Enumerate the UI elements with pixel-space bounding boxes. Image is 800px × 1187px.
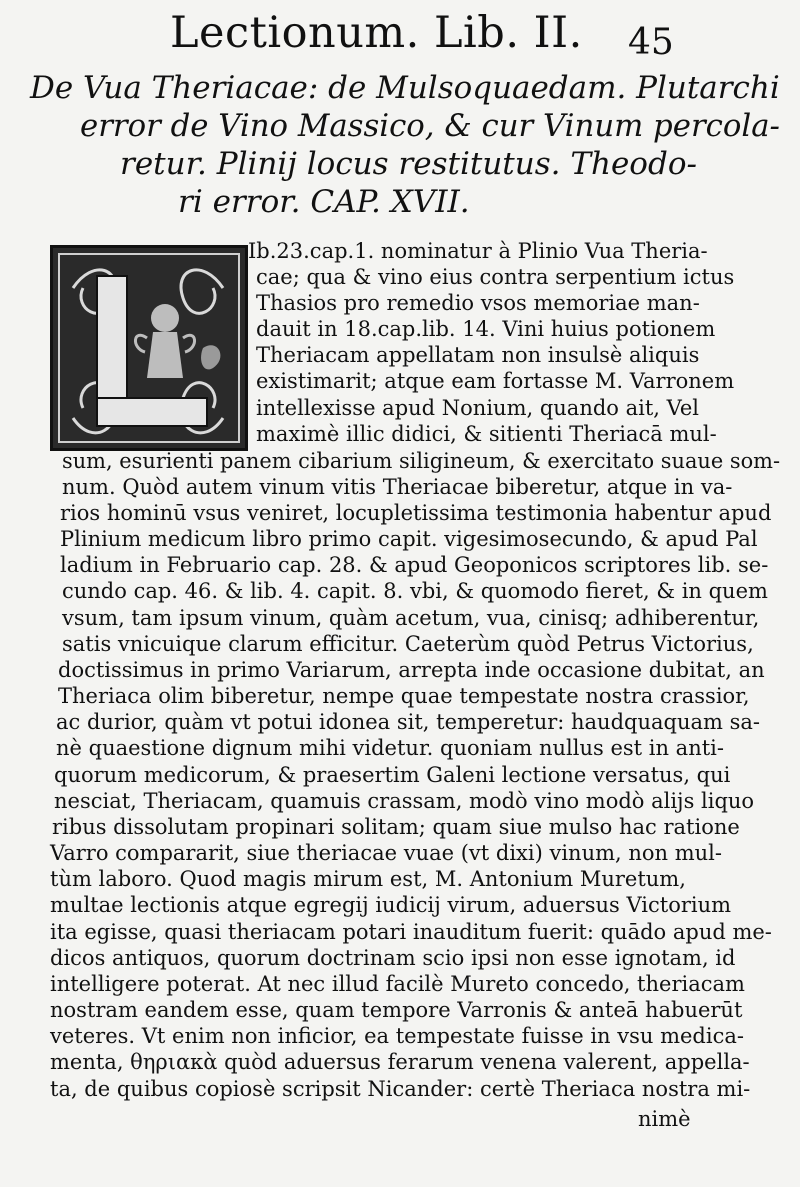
text-line: intelligere poterat. At nec illud facilè Mureto concedo, theriacam: [50, 972, 745, 996]
ornament-graphic: [53, 248, 245, 448]
text-line: cae; qua & vino eius contra serpentium ictus: [256, 265, 735, 289]
chapter-heading-line: retur. Plinij locus restitutus. Theodo-: [120, 146, 697, 182]
text-line: maximè illic didici, & sitienti Theriacā mul-: [256, 422, 717, 446]
text-line: satis vnicuique clarum efficitur. Caeterùm quòd Petrus Victorius,: [62, 632, 754, 656]
text-line: Ib.23.cap.1. nominatur à Plinio Vua Theria-: [248, 239, 708, 263]
page-number: 45: [628, 22, 674, 63]
text-line: Plinium medicum libro primo capit. vigesimosecundo, & apud Pal: [60, 527, 758, 551]
text-line: dicos antiquos, quorum doctrinam scio ipsi non esse ignotam, id: [50, 946, 736, 970]
running-title: Lectionum. Lib. II.: [170, 8, 583, 58]
text-line: ac durior, quàm vt potui idonea sit, temperetur: haudquaquam sa-: [56, 710, 760, 734]
text-line: Varro compararit, siue theriacae vuae (vt dixi) vinum, non mul-: [50, 841, 722, 865]
text-line: nostram eandem esse, quam tempore Varronis & anteā habuerūt: [50, 998, 743, 1022]
text-line: nesciat, Theriacam, quamuis crassam, modò vino modò alijs liquo: [54, 789, 755, 813]
text-line: doctissimus in primo Variarum, arrepta inde occasione dubitat, an: [58, 658, 765, 682]
chapter-heading-line: ri error. CAP. XVII.: [178, 184, 470, 220]
chapter-heading-line: De Vua Theriacae: de Mulsoquaedam. Plutarchi: [30, 70, 780, 106]
text-line: menta, θηριακὰ quòd aduersus ferarum venena valerent, appella-: [50, 1050, 750, 1074]
running-head: [0, 6, 800, 63]
text-line: Theriaca olim biberetur, nempe quae tempestate nostra crassior,: [58, 684, 750, 708]
text-line: intellexisse apud Nonium, quando ait, Vel: [256, 396, 700, 420]
text-line: tùm laboro. Quod magis mirum est, M. Antonium Muretum,: [50, 867, 686, 891]
text-line: existimarit; atque eam fortasse M. Varronem: [256, 369, 735, 393]
text-line: cundo cap. 46. & lib. 4. capit. 8. vbi, & quomodo fieret, & in quem: [62, 579, 768, 603]
chapter-heading-line: error de Vino Massico, & cur Vinum percola-: [80, 108, 780, 144]
text-line: nè quaestione dignum mihi videtur. quoniam nullus est in anti-: [56, 736, 724, 760]
text-line: rios hominū vsus veniret, locupletissima testimonia habentur apud: [60, 501, 772, 525]
text-line: ribus dissolutam propinari solitam; quam siue mulso hac ratione: [52, 815, 740, 839]
text-line: dauit in 18.cap.lib. 14. Vini huius potionem: [256, 317, 716, 341]
text-line: sum, esurienti panem cibarium siligineum, & exercitato suaue som-: [62, 449, 781, 473]
text-line: ta, de quibus copiosè scripsit Nicander: certè Theriaca nostra mi-: [50, 1077, 751, 1101]
catchword: nimè: [638, 1107, 691, 1131]
text-line: ladium in Februario cap. 28. & apud Geoponicos scriptores lib. se-: [60, 553, 769, 577]
text-line: ita egisse, quasi theriacam potari inauditum fuerit: quādo apud me-: [50, 920, 772, 944]
text-line: Thasios pro remedio vsos memoriae man-: [256, 291, 700, 315]
text-line: quorum medicorum, & praesertim Galeni lectione versatus, qui: [54, 763, 731, 787]
ornamented-initial-icon: [50, 245, 248, 451]
text-line: vsum, tam ipsum vinum, quàm acetum, vua, cinisq; adhiberentur,: [62, 606, 760, 630]
text-line: veteres. Vt enim non inficior, ea tempestate fuisse in vsu medica-: [50, 1024, 744, 1048]
text-line: num. Quòd autem vinum vitis Theriacae biberetur, atque in va-: [62, 475, 733, 499]
text-line: Theriacam appellatam non insulsè aliquis: [256, 343, 700, 367]
text-line: multae lectionis atque egregij iudicij virum, aduersus Victorium: [50, 893, 732, 917]
